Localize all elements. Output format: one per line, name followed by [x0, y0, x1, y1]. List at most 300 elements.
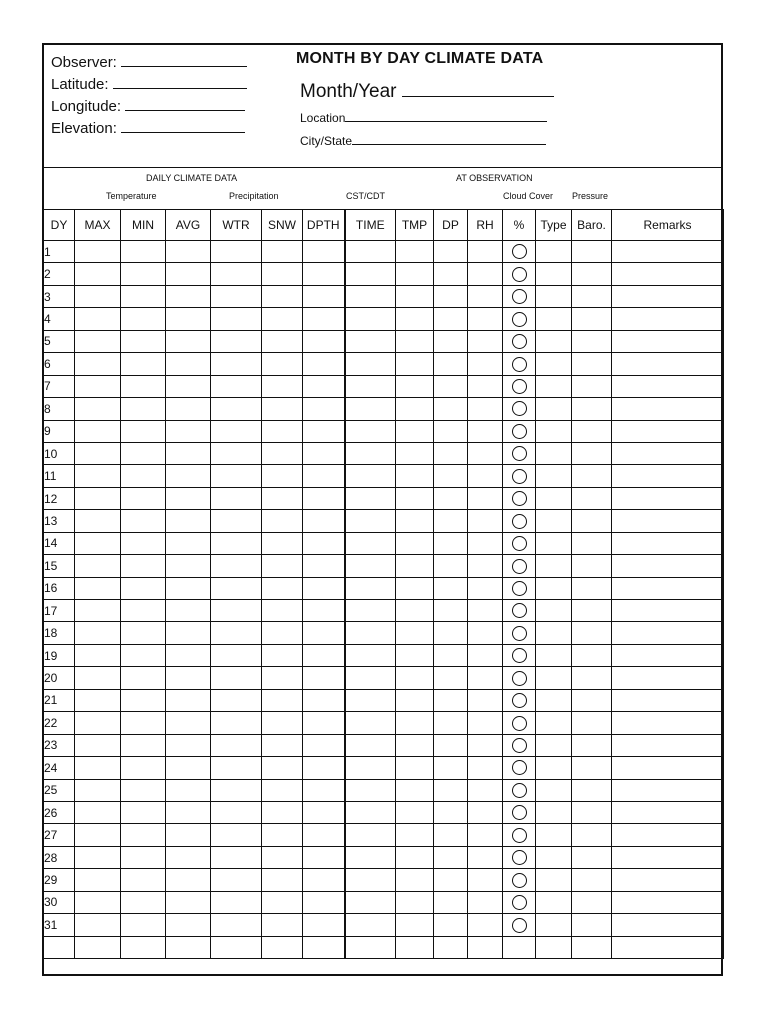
- cloud-cover-cell[interactable]: [503, 263, 536, 285]
- entry-cell[interactable]: [572, 330, 612, 352]
- entry-cell[interactable]: [396, 285, 434, 307]
- entry-cell[interactable]: [262, 869, 303, 891]
- cloud-cover-cell[interactable]: [503, 555, 536, 577]
- entry-cell[interactable]: [166, 757, 211, 779]
- entry-cell[interactable]: [536, 308, 572, 330]
- entry-cell[interactable]: [345, 308, 396, 330]
- entry-cell[interactable]: [166, 577, 211, 599]
- entry-cell[interactable]: [434, 824, 468, 846]
- entry-cell[interactable]: [262, 914, 303, 936]
- longitude-field[interactable]: [125, 96, 245, 111]
- entry-cell[interactable]: [468, 600, 503, 622]
- entry-cell[interactable]: [572, 487, 612, 509]
- entry-cell[interactable]: [434, 757, 468, 779]
- entry-cell[interactable]: [396, 689, 434, 711]
- entry-cell[interactable]: [303, 577, 345, 599]
- cloud-cover-circle-icon[interactable]: [512, 312, 527, 327]
- entry-cell[interactable]: [396, 667, 434, 689]
- entry-cell[interactable]: [434, 689, 468, 711]
- entry-cell[interactable]: [166, 801, 211, 823]
- entry-cell[interactable]: [262, 757, 303, 779]
- cloud-cover-cell[interactable]: [503, 600, 536, 622]
- entry-cell[interactable]: [262, 308, 303, 330]
- entry-cell[interactable]: [211, 846, 262, 868]
- entry-cell[interactable]: [612, 689, 724, 711]
- entry-cell[interactable]: [303, 891, 345, 913]
- entry-cell[interactable]: [166, 510, 211, 532]
- entry-cell[interactable]: [536, 241, 572, 263]
- entry-cell[interactable]: [121, 801, 166, 823]
- entry-cell[interactable]: [612, 442, 724, 464]
- entry-cell[interactable]: [262, 555, 303, 577]
- entry-cell[interactable]: [572, 398, 612, 420]
- entry-cell[interactable]: [468, 398, 503, 420]
- entry-cell[interactable]: [396, 442, 434, 464]
- entry-cell[interactable]: [121, 420, 166, 442]
- entry-cell[interactable]: [75, 285, 121, 307]
- entry-cell[interactable]: [612, 712, 724, 734]
- entry-cell[interactable]: [345, 241, 396, 263]
- cloud-cover-cell[interactable]: [503, 622, 536, 644]
- entry-cell[interactable]: [572, 263, 612, 285]
- entry-cell[interactable]: [345, 577, 396, 599]
- city-state-field[interactable]: [352, 132, 546, 145]
- entry-cell[interactable]: [612, 667, 724, 689]
- cloud-cover-cell[interactable]: [503, 353, 536, 375]
- entry-cell[interactable]: [121, 914, 166, 936]
- cloud-cover-circle-icon[interactable]: [512, 873, 527, 888]
- entry-cell[interactable]: [211, 689, 262, 711]
- cloud-cover-circle-icon[interactable]: [512, 379, 527, 394]
- entry-cell[interactable]: [262, 622, 303, 644]
- entry-cell[interactable]: [166, 308, 211, 330]
- entry-cell[interactable]: [121, 510, 166, 532]
- entry-cell[interactable]: [468, 353, 503, 375]
- entry-cell[interactable]: [572, 465, 612, 487]
- entry-cell[interactable]: [434, 420, 468, 442]
- cloud-cover-circle-icon[interactable]: [512, 401, 527, 416]
- entry-cell[interactable]: [434, 779, 468, 801]
- entry-cell[interactable]: [75, 308, 121, 330]
- entry-cell[interactable]: [166, 285, 211, 307]
- entry-cell[interactable]: [572, 308, 612, 330]
- entry-cell[interactable]: [345, 375, 396, 397]
- entry-cell[interactable]: [612, 532, 724, 554]
- entry-cell[interactable]: [572, 936, 612, 958]
- cloud-cover-circle-icon[interactable]: [512, 716, 527, 731]
- entry-cell[interactable]: [303, 824, 345, 846]
- entry-cell[interactable]: [75, 869, 121, 891]
- entry-cell[interactable]: [303, 375, 345, 397]
- entry-cell[interactable]: [303, 689, 345, 711]
- entry-cell[interactable]: [75, 936, 121, 958]
- entry-cell[interactable]: [211, 779, 262, 801]
- entry-cell[interactable]: [345, 734, 396, 756]
- entry-cell[interactable]: [303, 465, 345, 487]
- entry-cell[interactable]: [434, 667, 468, 689]
- entry-cell[interactable]: [434, 375, 468, 397]
- entry-cell[interactable]: [121, 846, 166, 868]
- cloud-cover-circle-icon[interactable]: [512, 850, 527, 865]
- entry-cell[interactable]: [536, 353, 572, 375]
- entry-cell[interactable]: [612, 510, 724, 532]
- entry-cell[interactable]: [121, 779, 166, 801]
- cloud-cover-circle-icon[interactable]: [512, 267, 527, 282]
- entry-cell[interactable]: [262, 779, 303, 801]
- entry-cell[interactable]: [572, 285, 612, 307]
- entry-cell[interactable]: [166, 398, 211, 420]
- entry-cell[interactable]: [166, 465, 211, 487]
- entry-cell[interactable]: [166, 263, 211, 285]
- entry-cell[interactable]: [572, 869, 612, 891]
- entry-cell[interactable]: [345, 622, 396, 644]
- entry-cell[interactable]: [166, 869, 211, 891]
- entry-cell[interactable]: [396, 330, 434, 352]
- entry-cell[interactable]: [468, 869, 503, 891]
- entry-cell[interactable]: [345, 510, 396, 532]
- entry-cell[interactable]: [345, 465, 396, 487]
- cloud-cover-circle-icon[interactable]: [512, 783, 527, 798]
- cloud-cover-cell[interactable]: [503, 330, 536, 352]
- entry-cell[interactable]: [434, 465, 468, 487]
- cloud-cover-circle-icon[interactable]: [512, 244, 527, 259]
- entry-cell[interactable]: [536, 734, 572, 756]
- entry-cell[interactable]: [536, 398, 572, 420]
- entry-cell[interactable]: [396, 487, 434, 509]
- entry-cell[interactable]: [396, 555, 434, 577]
- cloud-cover-cell[interactable]: [503, 487, 536, 509]
- entry-cell[interactable]: [303, 532, 345, 554]
- entry-cell[interactable]: [211, 241, 262, 263]
- cloud-cover-cell[interactable]: [503, 801, 536, 823]
- entry-cell[interactable]: [121, 644, 166, 666]
- entry-cell[interactable]: [166, 622, 211, 644]
- cloud-cover-cell[interactable]: [503, 869, 536, 891]
- entry-cell[interactable]: [345, 442, 396, 464]
- entry-cell[interactable]: [396, 734, 434, 756]
- entry-cell[interactable]: [166, 846, 211, 868]
- observer-field[interactable]: [121, 52, 247, 67]
- entry-cell[interactable]: [303, 600, 345, 622]
- entry-cell[interactable]: [75, 622, 121, 644]
- entry-cell[interactable]: [536, 712, 572, 734]
- cloud-cover-circle-icon[interactable]: [512, 446, 527, 461]
- entry-cell[interactable]: [396, 644, 434, 666]
- entry-cell[interactable]: [262, 689, 303, 711]
- entry-cell[interactable]: [612, 622, 724, 644]
- entry-cell[interactable]: [572, 824, 612, 846]
- cloud-cover-circle-icon[interactable]: [512, 648, 527, 663]
- entry-cell[interactable]: [166, 600, 211, 622]
- entry-cell[interactable]: [536, 487, 572, 509]
- entry-cell[interactable]: [211, 757, 262, 779]
- entry-cell[interactable]: [434, 622, 468, 644]
- entry-cell[interactable]: [536, 510, 572, 532]
- entry-cell[interactable]: [345, 891, 396, 913]
- cloud-cover-cell[interactable]: [503, 532, 536, 554]
- entry-cell[interactable]: [303, 285, 345, 307]
- entry-cell[interactable]: [121, 398, 166, 420]
- entry-cell[interactable]: [536, 914, 572, 936]
- entry-cell[interactable]: [75, 600, 121, 622]
- entry-cell[interactable]: [536, 757, 572, 779]
- entry-cell[interactable]: [166, 712, 211, 734]
- entry-cell[interactable]: [572, 734, 612, 756]
- entry-cell[interactable]: [434, 398, 468, 420]
- entry-cell[interactable]: [396, 532, 434, 554]
- entry-cell[interactable]: [536, 622, 572, 644]
- entry-cell[interactable]: [536, 465, 572, 487]
- entry-cell[interactable]: [572, 510, 612, 532]
- entry-cell[interactable]: [468, 487, 503, 509]
- entry-cell[interactable]: [572, 891, 612, 913]
- entry-cell[interactable]: [303, 914, 345, 936]
- entry-cell[interactable]: [468, 532, 503, 554]
- cloud-cover-cell[interactable]: [503, 914, 536, 936]
- entry-cell[interactable]: [536, 824, 572, 846]
- entry-cell[interactable]: [211, 465, 262, 487]
- entry-cell[interactable]: [166, 689, 211, 711]
- entry-cell[interactable]: [612, 600, 724, 622]
- entry-cell[interactable]: [396, 375, 434, 397]
- cloud-cover-cell[interactable]: [503, 442, 536, 464]
- entry-cell[interactable]: [536, 442, 572, 464]
- cloud-cover-cell[interactable]: [503, 308, 536, 330]
- entry-cell[interactable]: [612, 577, 724, 599]
- entry-cell[interactable]: [211, 532, 262, 554]
- entry-cell[interactable]: [262, 734, 303, 756]
- entry-cell[interactable]: [262, 375, 303, 397]
- cloud-cover-cell[interactable]: [503, 644, 536, 666]
- cloud-cover-circle-icon[interactable]: [512, 738, 527, 753]
- entry-cell[interactable]: [536, 285, 572, 307]
- entry-cell[interactable]: [345, 689, 396, 711]
- entry-cell[interactable]: [211, 824, 262, 846]
- entry-cell[interactable]: [396, 622, 434, 644]
- entry-cell[interactable]: [572, 375, 612, 397]
- entry-cell[interactable]: [612, 353, 724, 375]
- entry-cell[interactable]: [211, 622, 262, 644]
- entry-cell[interactable]: [75, 398, 121, 420]
- entry-cell[interactable]: [434, 644, 468, 666]
- entry-cell[interactable]: [468, 263, 503, 285]
- entry-cell[interactable]: [75, 801, 121, 823]
- entry-cell[interactable]: [572, 801, 612, 823]
- entry-cell[interactable]: [211, 510, 262, 532]
- cloud-cover-circle-icon[interactable]: [512, 895, 527, 910]
- entry-cell[interactable]: [211, 308, 262, 330]
- entry-cell[interactable]: [434, 263, 468, 285]
- entry-cell[interactable]: [612, 555, 724, 577]
- entry-cell[interactable]: [121, 936, 166, 958]
- latitude-field[interactable]: [113, 74, 247, 89]
- entry-cell[interactable]: [262, 353, 303, 375]
- entry-cell[interactable]: [121, 241, 166, 263]
- cloud-cover-circle-icon[interactable]: [512, 559, 527, 574]
- entry-cell[interactable]: [612, 487, 724, 509]
- entry-cell[interactable]: [396, 891, 434, 913]
- entry-cell[interactable]: [211, 914, 262, 936]
- entry-cell[interactable]: [262, 801, 303, 823]
- entry-cell[interactable]: [75, 914, 121, 936]
- entry-cell[interactable]: [345, 263, 396, 285]
- entry-cell[interactable]: [121, 465, 166, 487]
- entry-cell[interactable]: [345, 914, 396, 936]
- entry-cell[interactable]: [75, 689, 121, 711]
- entry-cell[interactable]: [166, 936, 211, 958]
- entry-cell[interactable]: [536, 532, 572, 554]
- entry-cell[interactable]: [468, 914, 503, 936]
- entry-cell[interactable]: [434, 285, 468, 307]
- entry-cell[interactable]: [536, 420, 572, 442]
- cloud-cover-cell[interactable]: [503, 891, 536, 913]
- entry-cell[interactable]: [303, 757, 345, 779]
- entry-cell[interactable]: [211, 263, 262, 285]
- entry-cell[interactable]: [468, 936, 503, 958]
- entry-cell[interactable]: [468, 420, 503, 442]
- cloud-cover-cell[interactable]: [503, 689, 536, 711]
- entry-cell[interactable]: [262, 398, 303, 420]
- entry-cell[interactable]: [536, 801, 572, 823]
- cloud-cover-cell[interactable]: [503, 465, 536, 487]
- entry-cell[interactable]: [612, 330, 724, 352]
- entry-cell[interactable]: [75, 375, 121, 397]
- entry-cell[interactable]: [572, 420, 612, 442]
- entry-cell[interactable]: [468, 712, 503, 734]
- entry-cell[interactable]: [345, 398, 396, 420]
- entry-cell[interactable]: [75, 667, 121, 689]
- entry-cell[interactable]: [396, 757, 434, 779]
- cloud-cover-cell[interactable]: [503, 285, 536, 307]
- entry-cell[interactable]: [572, 353, 612, 375]
- entry-cell[interactable]: [468, 285, 503, 307]
- cloud-cover-circle-icon[interactable]: [512, 491, 527, 506]
- entry-cell[interactable]: [572, 667, 612, 689]
- entry-cell[interactable]: [536, 577, 572, 599]
- entry-cell[interactable]: [303, 398, 345, 420]
- entry-cell[interactable]: [75, 757, 121, 779]
- entry-cell[interactable]: [612, 398, 724, 420]
- entry-cell[interactable]: [121, 330, 166, 352]
- cloud-cover-circle-icon[interactable]: [512, 357, 527, 372]
- entry-cell[interactable]: [211, 667, 262, 689]
- entry-cell[interactable]: [468, 891, 503, 913]
- entry-cell[interactable]: [536, 600, 572, 622]
- entry-cell[interactable]: [75, 442, 121, 464]
- entry-cell[interactable]: [303, 308, 345, 330]
- entry-cell[interactable]: [75, 846, 121, 868]
- entry-cell[interactable]: [211, 442, 262, 464]
- entry-cell[interactable]: [434, 487, 468, 509]
- entry-cell[interactable]: [572, 622, 612, 644]
- entry-cell[interactable]: [536, 375, 572, 397]
- entry-cell[interactable]: [434, 532, 468, 554]
- cloud-cover-cell[interactable]: [503, 667, 536, 689]
- entry-cell[interactable]: [434, 353, 468, 375]
- entry-cell[interactable]: [345, 712, 396, 734]
- entry-cell[interactable]: [303, 734, 345, 756]
- entry-cell[interactable]: [166, 420, 211, 442]
- entry-cell[interactable]: [572, 644, 612, 666]
- entry-cell[interactable]: [434, 914, 468, 936]
- entry-cell[interactable]: [536, 644, 572, 666]
- entry-cell[interactable]: [345, 846, 396, 868]
- entry-cell[interactable]: [468, 689, 503, 711]
- entry-cell[interactable]: [262, 241, 303, 263]
- entry-cell[interactable]: [121, 712, 166, 734]
- cloud-cover-cell[interactable]: [503, 824, 536, 846]
- entry-cell[interactable]: [572, 689, 612, 711]
- entry-cell[interactable]: [536, 667, 572, 689]
- entry-cell[interactable]: [396, 308, 434, 330]
- entry-cell[interactable]: [572, 779, 612, 801]
- entry-cell[interactable]: [121, 487, 166, 509]
- entry-cell[interactable]: [166, 824, 211, 846]
- cloud-cover-circle-icon[interactable]: [512, 424, 527, 439]
- entry-cell[interactable]: [396, 846, 434, 868]
- elevation-field[interactable]: [121, 118, 245, 133]
- entry-cell[interactable]: [536, 936, 572, 958]
- entry-cell[interactable]: [166, 532, 211, 554]
- entry-cell[interactable]: [396, 936, 434, 958]
- entry-cell[interactable]: [434, 600, 468, 622]
- cloud-cover-circle-icon[interactable]: [512, 693, 527, 708]
- entry-cell[interactable]: [396, 510, 434, 532]
- entry-cell[interactable]: [211, 577, 262, 599]
- entry-cell[interactable]: [303, 667, 345, 689]
- entry-cell[interactable]: [262, 667, 303, 689]
- entry-cell[interactable]: [211, 712, 262, 734]
- cloud-cover-circle-icon[interactable]: [512, 536, 527, 551]
- entry-cell[interactable]: [262, 510, 303, 532]
- entry-cell[interactable]: [211, 869, 262, 891]
- entry-cell[interactable]: [75, 263, 121, 285]
- entry-cell[interactable]: [468, 241, 503, 263]
- cloud-cover-cell[interactable]: [503, 241, 536, 263]
- entry-cell[interactable]: [572, 442, 612, 464]
- entry-cell[interactable]: [468, 644, 503, 666]
- entry-cell[interactable]: [396, 465, 434, 487]
- entry-cell[interactable]: [396, 577, 434, 599]
- cloud-cover-circle-icon[interactable]: [512, 760, 527, 775]
- entry-cell[interactable]: [262, 577, 303, 599]
- entry-cell[interactable]: [303, 801, 345, 823]
- entry-cell[interactable]: [121, 353, 166, 375]
- entry-cell[interactable]: [75, 644, 121, 666]
- entry-cell[interactable]: [121, 532, 166, 554]
- entry-cell[interactable]: [211, 936, 262, 958]
- entry-cell[interactable]: [166, 555, 211, 577]
- entry-cell[interactable]: [434, 801, 468, 823]
- entry-cell[interactable]: [75, 779, 121, 801]
- entry-cell[interactable]: [121, 734, 166, 756]
- entry-cell[interactable]: [468, 824, 503, 846]
- entry-cell[interactable]: [75, 420, 121, 442]
- entry-cell[interactable]: [166, 487, 211, 509]
- entry-cell[interactable]: [468, 555, 503, 577]
- entry-cell[interactable]: [121, 824, 166, 846]
- entry-cell[interactable]: [75, 487, 121, 509]
- entry-cell[interactable]: [468, 577, 503, 599]
- entry-cell[interactable]: [468, 330, 503, 352]
- entry-cell[interactable]: [468, 757, 503, 779]
- entry-cell[interactable]: [396, 869, 434, 891]
- entry-cell[interactable]: [166, 914, 211, 936]
- entry-cell[interactable]: [612, 801, 724, 823]
- entry-cell[interactable]: [612, 375, 724, 397]
- entry-cell[interactable]: [536, 891, 572, 913]
- entry-cell[interactable]: [396, 398, 434, 420]
